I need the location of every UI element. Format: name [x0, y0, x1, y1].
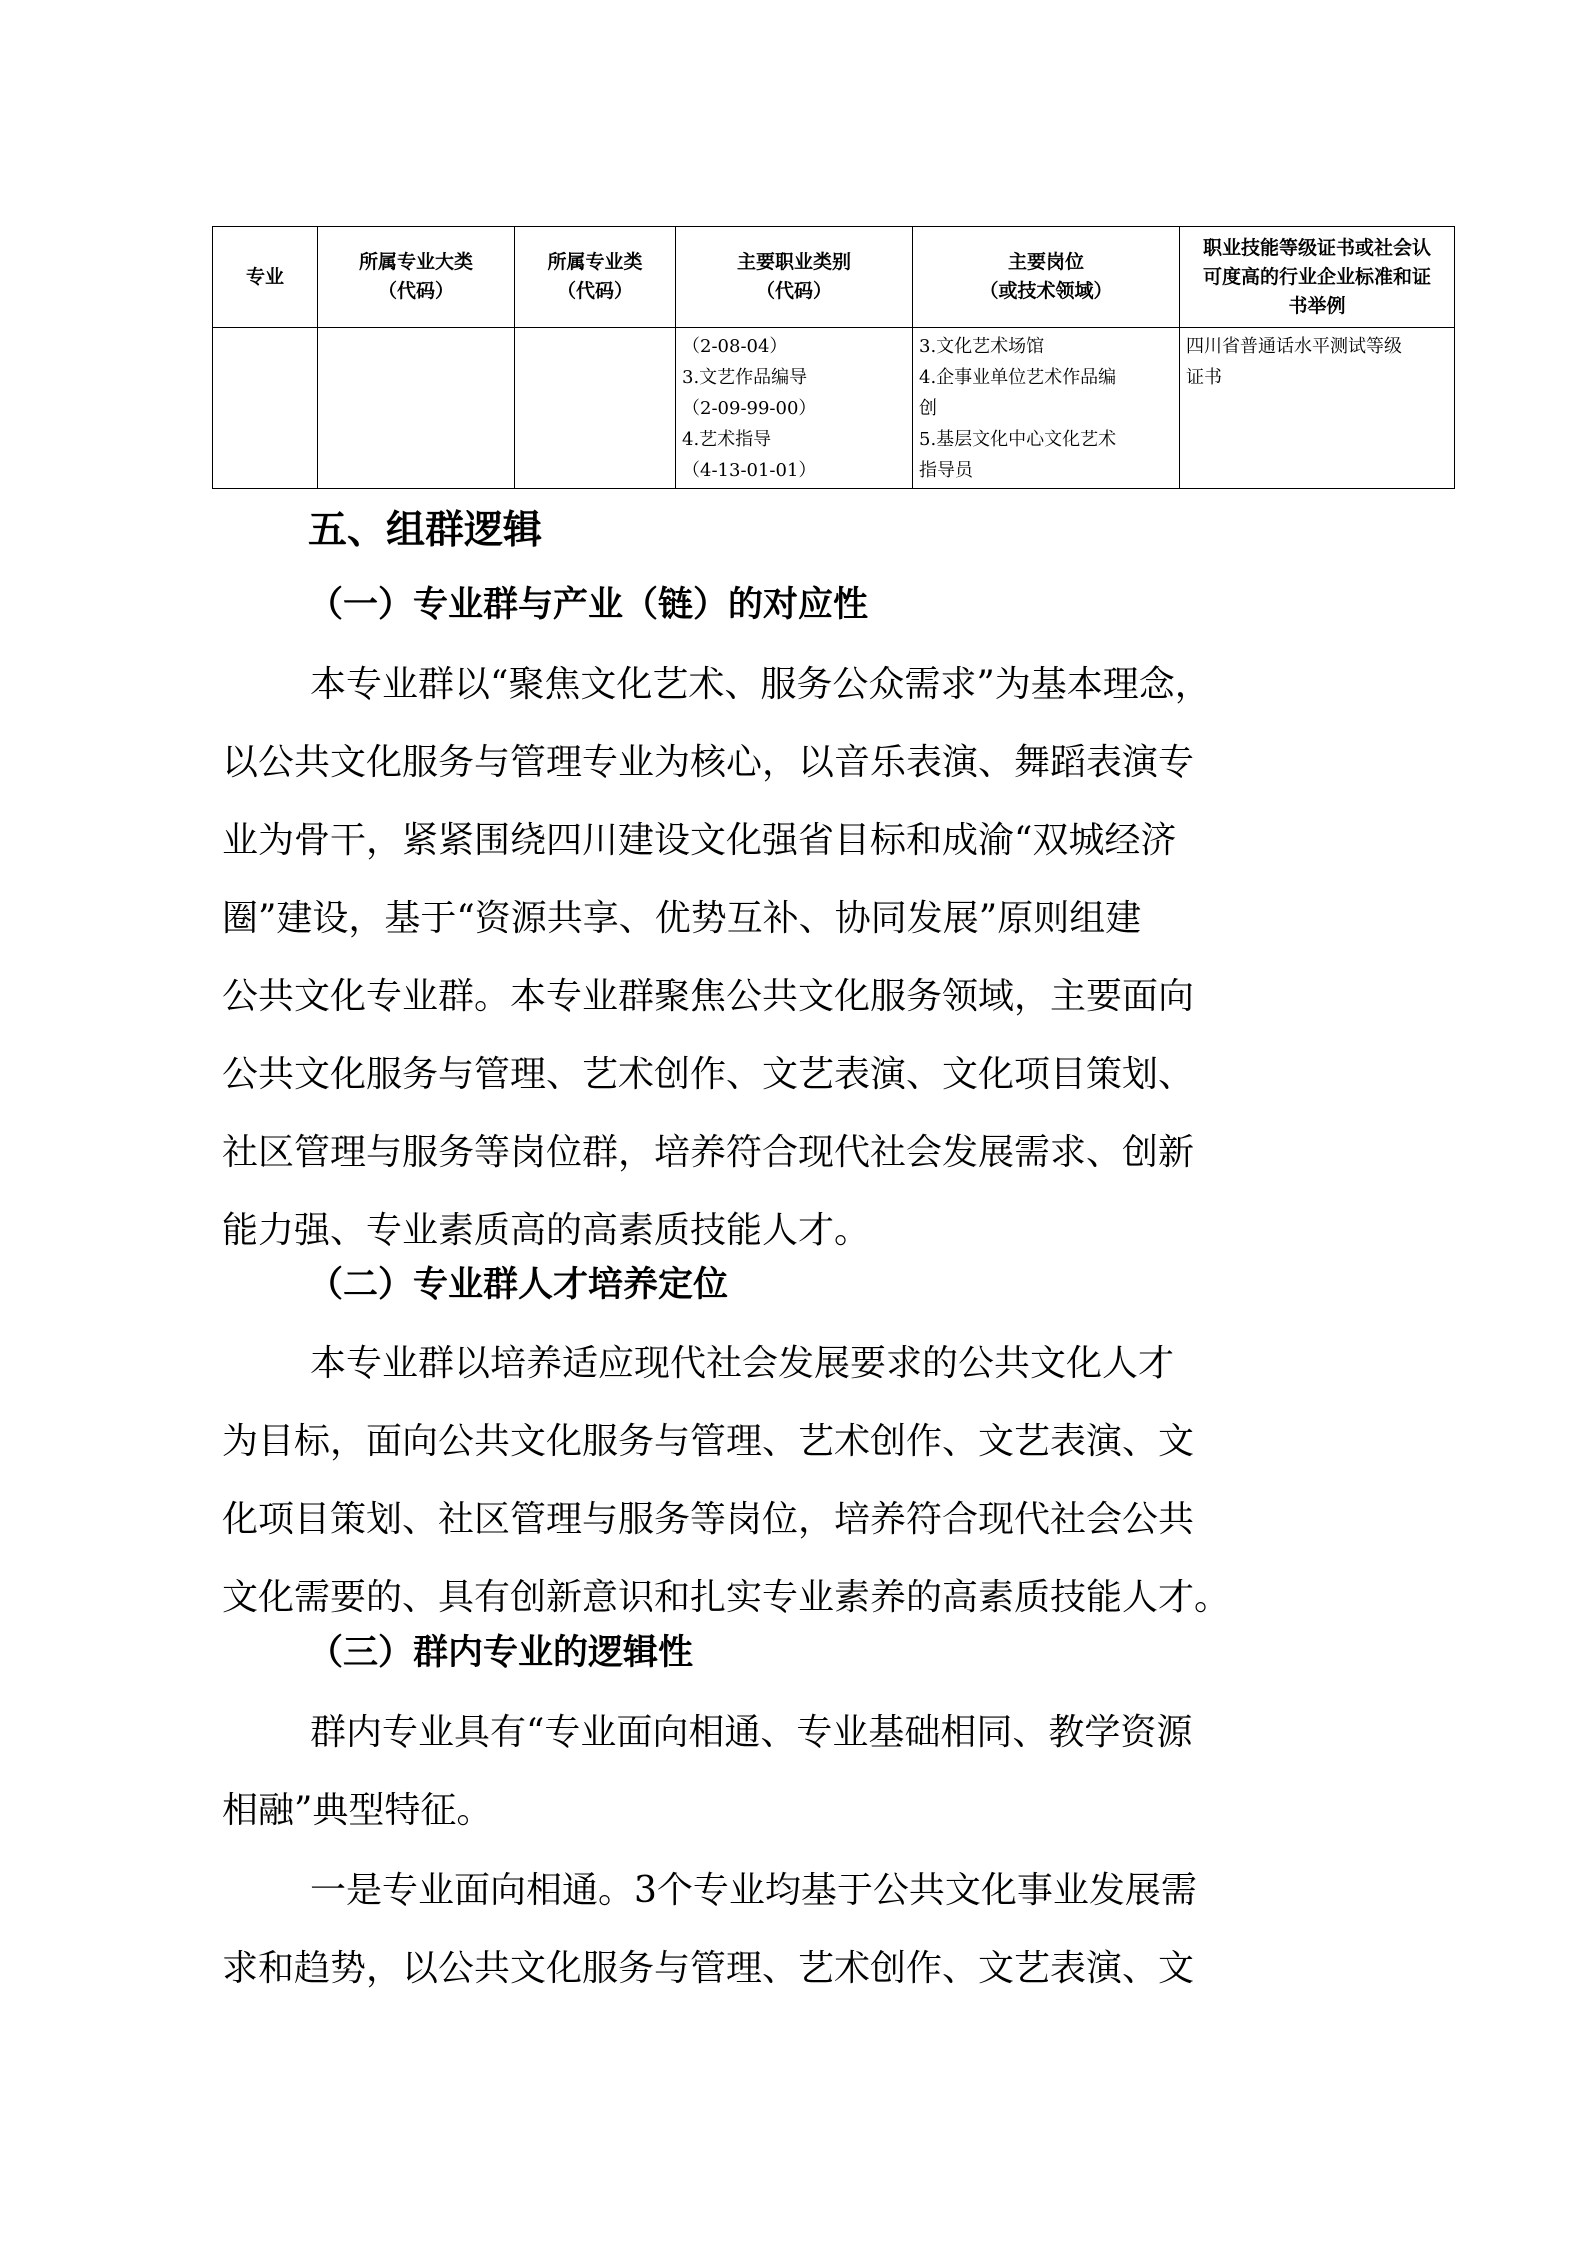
header-certificates: 职业技能等级证书或社会认 可度高的行业企业标准和证 书举例	[1180, 227, 1455, 328]
header-major-category: 所属专业大类 （代码）	[318, 227, 515, 328]
paragraph-1: 本专业群以“聚焦文化艺术、服务公众需求”为基本理念， 以公共文化服务与管理专业为核心，以音乐表演、舞蹈表演专 业为骨干，紧紧围绕四川建设文化强省目标和成渝“双城经济 圈”建设，基于“资源共享、优势互补、协同发展”原则组建 公共文化专业群。本专业群聚焦公共文化服务领域，主要面向 公共文化服务与管理、艺术创作、文艺表演、文化项目策划、 社区管理与服务等岗位群，培养符合现代社会发展需求、创新 能力强、专业素质高的高素质技能人才。	[222, 664, 1211, 1251]
cell-major-class	[515, 328, 676, 489]
subsection-title-3: （三）群内专业的逻辑性	[308, 1632, 694, 1673]
subsection-title-1: （一）专业群与产业（链）的对应性	[308, 584, 869, 625]
header-occupation-category: 主要职业类别 （代码）	[676, 227, 913, 328]
paragraph-4: 一是专业面向相通。3个专业均基于公共文化事业发展需 求和趋势，以公共文化服务与管理、艺术创作、文艺表演、文	[222, 1870, 1197, 1989]
header-major: 专业	[213, 227, 318, 328]
cell-major-category	[318, 328, 515, 489]
cell-major	[213, 328, 318, 489]
header-major-class: 所属专业类 （代码）	[515, 227, 676, 328]
cell-occupation-category: （2-08-04） 3.文艺作品编导 （2-09-99-00） 4.艺术指导 （4-13-01-01）	[676, 328, 913, 489]
table-header-row	[213, 227, 1455, 328]
paragraph-2: 本专业群以培养适应现代社会发展要求的公共文化人才 为目标，面向公共文化服务与管理、艺术创作、文艺表演、文 化项目策划、社区管理与服务等岗位，培养符合现代社会公共 文化需要的、具有创新意识和扎实专业素养的高素质技能人才。	[222, 1343, 1231, 1618]
occupation-table	[212, 226, 1455, 489]
paragraph-3: 群内专业具有“专业面向相通、专业基础相同、教学资源 相融”典型特征。	[222, 1712, 1193, 1831]
table-row	[213, 328, 1455, 489]
subsection-title-2: （二）专业群人才培养定位	[308, 1264, 729, 1305]
cell-main-position: 3.文化艺术场馆 4.企事业单位艺术作品编 创 5.基层文化中心文化艺术 指导员	[913, 328, 1180, 489]
section-title: 五、组群逻辑	[308, 507, 543, 553]
header-main-position: 主要岗位 （或技术领域）	[913, 227, 1180, 328]
cell-certificates: 四川省普通话水平测试等级 证书	[1180, 328, 1455, 489]
